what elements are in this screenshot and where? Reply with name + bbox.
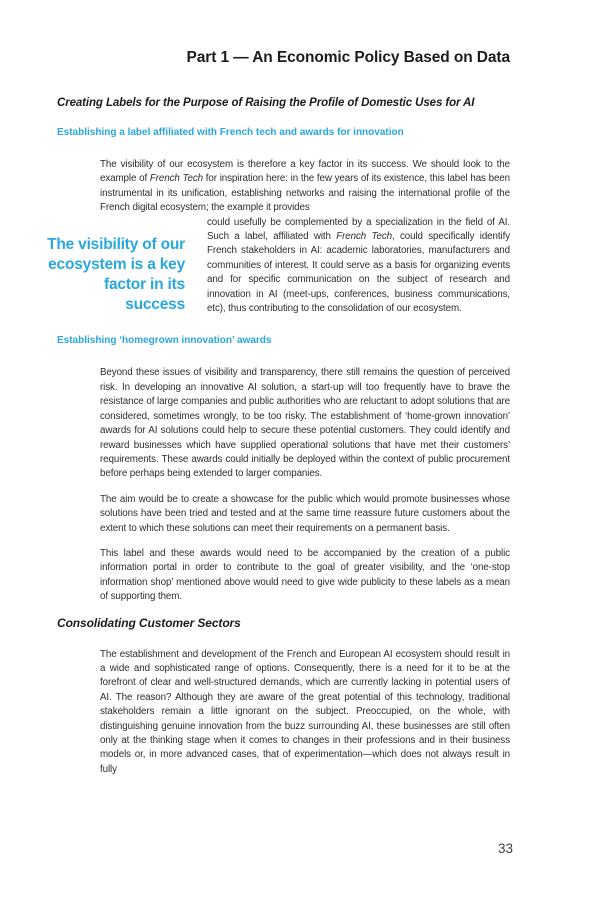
pull-quote: The visibility of our ecosystem is a key factor in its success [47, 235, 185, 313]
section-heading-consolidating-sectors: Consolidating Customer Sectors [57, 615, 241, 630]
paragraph-ecosystem-development: The establishment and development of the French and European AI ecosystem should result in a wide and sophisticated range of options. Consequently, there is a need for it to be at the forefront of clear and well-structured demands, which are currently lacking in potential users of AI. The reason? Although they are aware of the great potential of this technology, traditional stakeholders remain a little ignorant on the subject. Preoccupied, on the whole, with distinguishing genuine innovation from the buzz surrounding AI, these businesses are still often only at the thinking stage when it comes to changes in their professions and in their business models or, in more advanced cases, that of experimentation—which does not always result in fully [100, 648, 510, 775]
page-number: 33 [497, 841, 513, 856]
section-heading-creating-labels: Creating Labels for the Purpose of Raising the Profile of Domestic Uses for AI [57, 97, 475, 109]
paragraph-perceived-risk: Beyond these issues of visibility and transparency, there still remains the question of perceived risk. In developing an innovative AI solution, a start-up will too frequently have to brave the resistance of large companies and public authorities who are reluctant to adopt solutions that are considered, sometimes wrongly, to be too risky. The establishment of ‘home-grown innovation’ awards for AI solutions could help to secure these potential customers. They could identify and reward businesses which have supplied operational solutions that have met their customers’ requirements. These awards could initially be deployed within the context of public procurement before perhaps being extended to larger companies. [100, 367, 510, 480]
page-title: Part 1 — An Economic Policy Based on Data [186, 49, 510, 66]
paragraph-visibility-intro: The visibility of our ecosystem is therefore a key factor in its success. We should look to the example of French Tech for inspiration here: in the few years of its existence, this label has been instrumental in its unification, establishing networks and raising the international profile of the French digital ecosystem; the example it provides [100, 159, 511, 214]
subheading-homegrown-awards: Establishing ‘homegrown innovation’ awards [57, 335, 272, 347]
pull-quote-row [45, 216, 510, 317]
subheading-french-tech-label: Establishing a label affiliated with French tech and awards for innovation [57, 127, 404, 138]
paragraph-showcase: The aim would be to create a showcase for the public which would promote businesses whose solutions have been tried and tested and at the same time reassure future customers about the extent to which these solutions can meet their requirements on a permanent basis. [100, 493, 510, 534]
paragraph-visibility-wrap: could usefully be complemented by a specialization in the field of AI. Such a label, affiliated with French Tech, could specifically identify French stakeholders in AI: academic laboratories, manufacturers and communities of interest. It could serve as a basis for organizing events and for specific communication on the subject of research and innovation in AI (meet-ups, conferences, business communications, etc), thus contributing to the consolidation of our ecosystem. [207, 216, 510, 315]
paragraph-information-portal: This label and these awards would need to be accompanied by the creation of a public information portal in order to contribute to the goal of greater visibility, and the ‘one-stop information shop’ mentioned above would need to give wide publicity to these labels as a mean of supporting them. [100, 547, 510, 603]
